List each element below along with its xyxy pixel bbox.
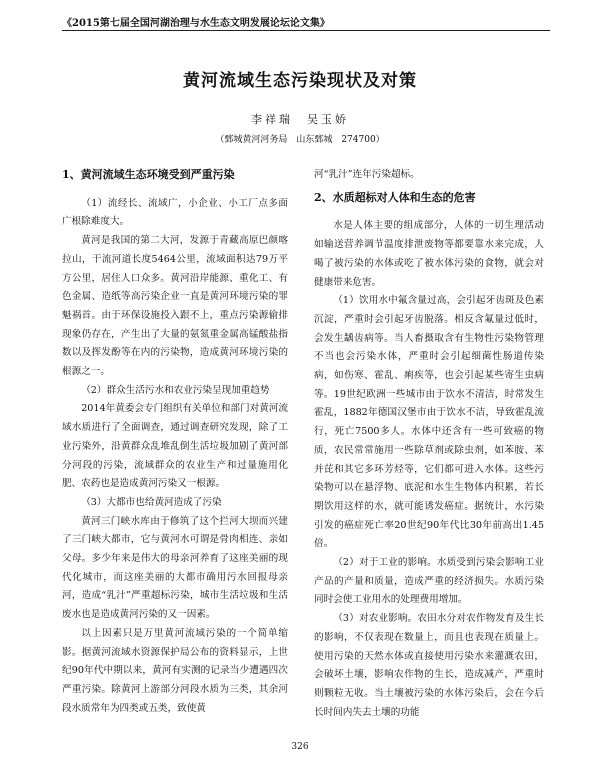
page-number: 326 (291, 742, 309, 752)
paper-authors: 李祥瑞 吴玉娇 (251, 113, 349, 126)
paragraph: （1）流经长、流域广，小企业、小工厂点多面广根除难度大。 (62, 197, 288, 228)
paragraph: （2）群众生活污水和农业污染呈现加重趋势 (81, 384, 270, 396)
paragraph: 水是人体主要的组成部分，人体的一切生理活动如输送营养调节温度排泄废物等都要靠水来完成，人喝了被污染的水体或吃了被水体污染的食物，就会对健康带来危害。 (314, 220, 544, 288)
right-column (314, 166, 544, 722)
header-divider (62, 30, 550, 31)
paper-title: 黄河流域生态污染现状及对策 (183, 71, 417, 91)
running-header: 《2015第七届全国河湖治理与水生态文明发展论坛论文集》 (62, 18, 330, 29)
left-column (62, 166, 288, 718)
paragraph: （3）大都市也给黄河造成了污染 (81, 496, 222, 508)
section-heading-2: 2、水质超标对人体和生态的危害 (314, 190, 476, 204)
paragraph: 2014年黄委会专门组织有关单位和部门对黄河流域水质进行了全面调查，通过调查研究发现，除了工业污染外，沿黄群众乱堆乱倒生活垃圾加剧了黄河部分河段的污染，流域群众的农业生产和过量施用化肥、农药也是造成黄河污染又一根源。 (62, 403, 288, 490)
section-heading-1: 1、黄河流域生态环境受到严重污染 (62, 168, 235, 181)
paragraph: 黄河是我国的第二大河，发源于青藏高原巴颜喀拉山，干流河道长度5464公里，流域面积达79万平方公里，居住人口众多。黄河沿岸能源、重化工、有色金属、造纸等高污染企业一直是黄河环境污染的罪魁祸首。由于环保设施投入跟不上，重点污染源偷排现象仍存在，产生出了大量的氨氮重金属高锰酸盐指数以及挥发酚等在内的污染物，造成黄河环境污染的根源之一。 (62, 235, 288, 378)
paragraph: 以上因素只是万里黄河流域污染的一个简单缩影。据黄河流域水资源保护局公布的资料显示，上世纪90年代中期以来，黄河有实测的记录当少遭遇四次严重污染。除黄河上游部分河段水质为三类，其余河段水质常年为四类或五类，致使黄 (62, 627, 288, 714)
paragraph: （3）对农业影响。农田水分对农作物发育及生长的影响，不仅表现在数量上，而且也表现在质量上。使用污染的天然水体或直接使用污染水来灌溉农田，会破坏土壤，影响农作物的生长，造成减产，严重时则颗粒无收。当土壤被污染的水体污染后，会在今后长时间内失去土壤的功能 (314, 613, 544, 718)
author-affiliation: （鄄城黄河河务局 山东鄄城 274700） (215, 135, 385, 145)
paragraph: 黄河三门峡水库由于修筑了这个拦河大坝而兴建了三门峡大都市，它与黄河水可谓是骨肉相连、亲如父母。多少年来是伟大的母亲河养育了这座美丽的现代化城市，而这座美丽的大都市确用污水回报母亲河，造成“乳汁”严重超标污染，城市生活垃圾和生活废水也是造成黄河污染的又一因素。 (62, 515, 288, 621)
paragraph: （1）饮用水中氟含量过高，会引起牙齿斑及色素沉淀，严重时会引起牙齿脱落。相反含氟量过低时，会发生龋齿病等。当人畜摄取含有生物性污染物管理不当也会污染水体，严重时会引起细菌性肠道传染病，如伤寒、霍乱、痢疾等，也会引起某些寄生虫病等。19世纪欧洲一些城市由于饮水不清洁，时常发生霍乱，1882年德国汉堡市由于饮水不洁，导致霍乱流行，死亡7500多人。水体中还含有一些可致癌的物质，农民常常施用一些除草剂或除虫剂，如苯胺、苯并芘和其它多环芳烃等，它们都可进入水体。这些污染物可以在悬浮物、底泥和水生生物体内积累，若长期饮用这样的水，就可能诱发癌症。据统计，水污染引发的癌症死亡率20世纪90年代比30年前高出1.45倍。 (314, 295, 544, 550)
paragraph-continuation: 河“乳汁”连年污染超标。 (314, 169, 420, 180)
paragraph: （2）对于工业的影响。水质受到污染会影响工业产品的产量和质量，造成严重的经济损失。水质污染同时会使工业用水的处理费用增加。 (314, 557, 544, 606)
